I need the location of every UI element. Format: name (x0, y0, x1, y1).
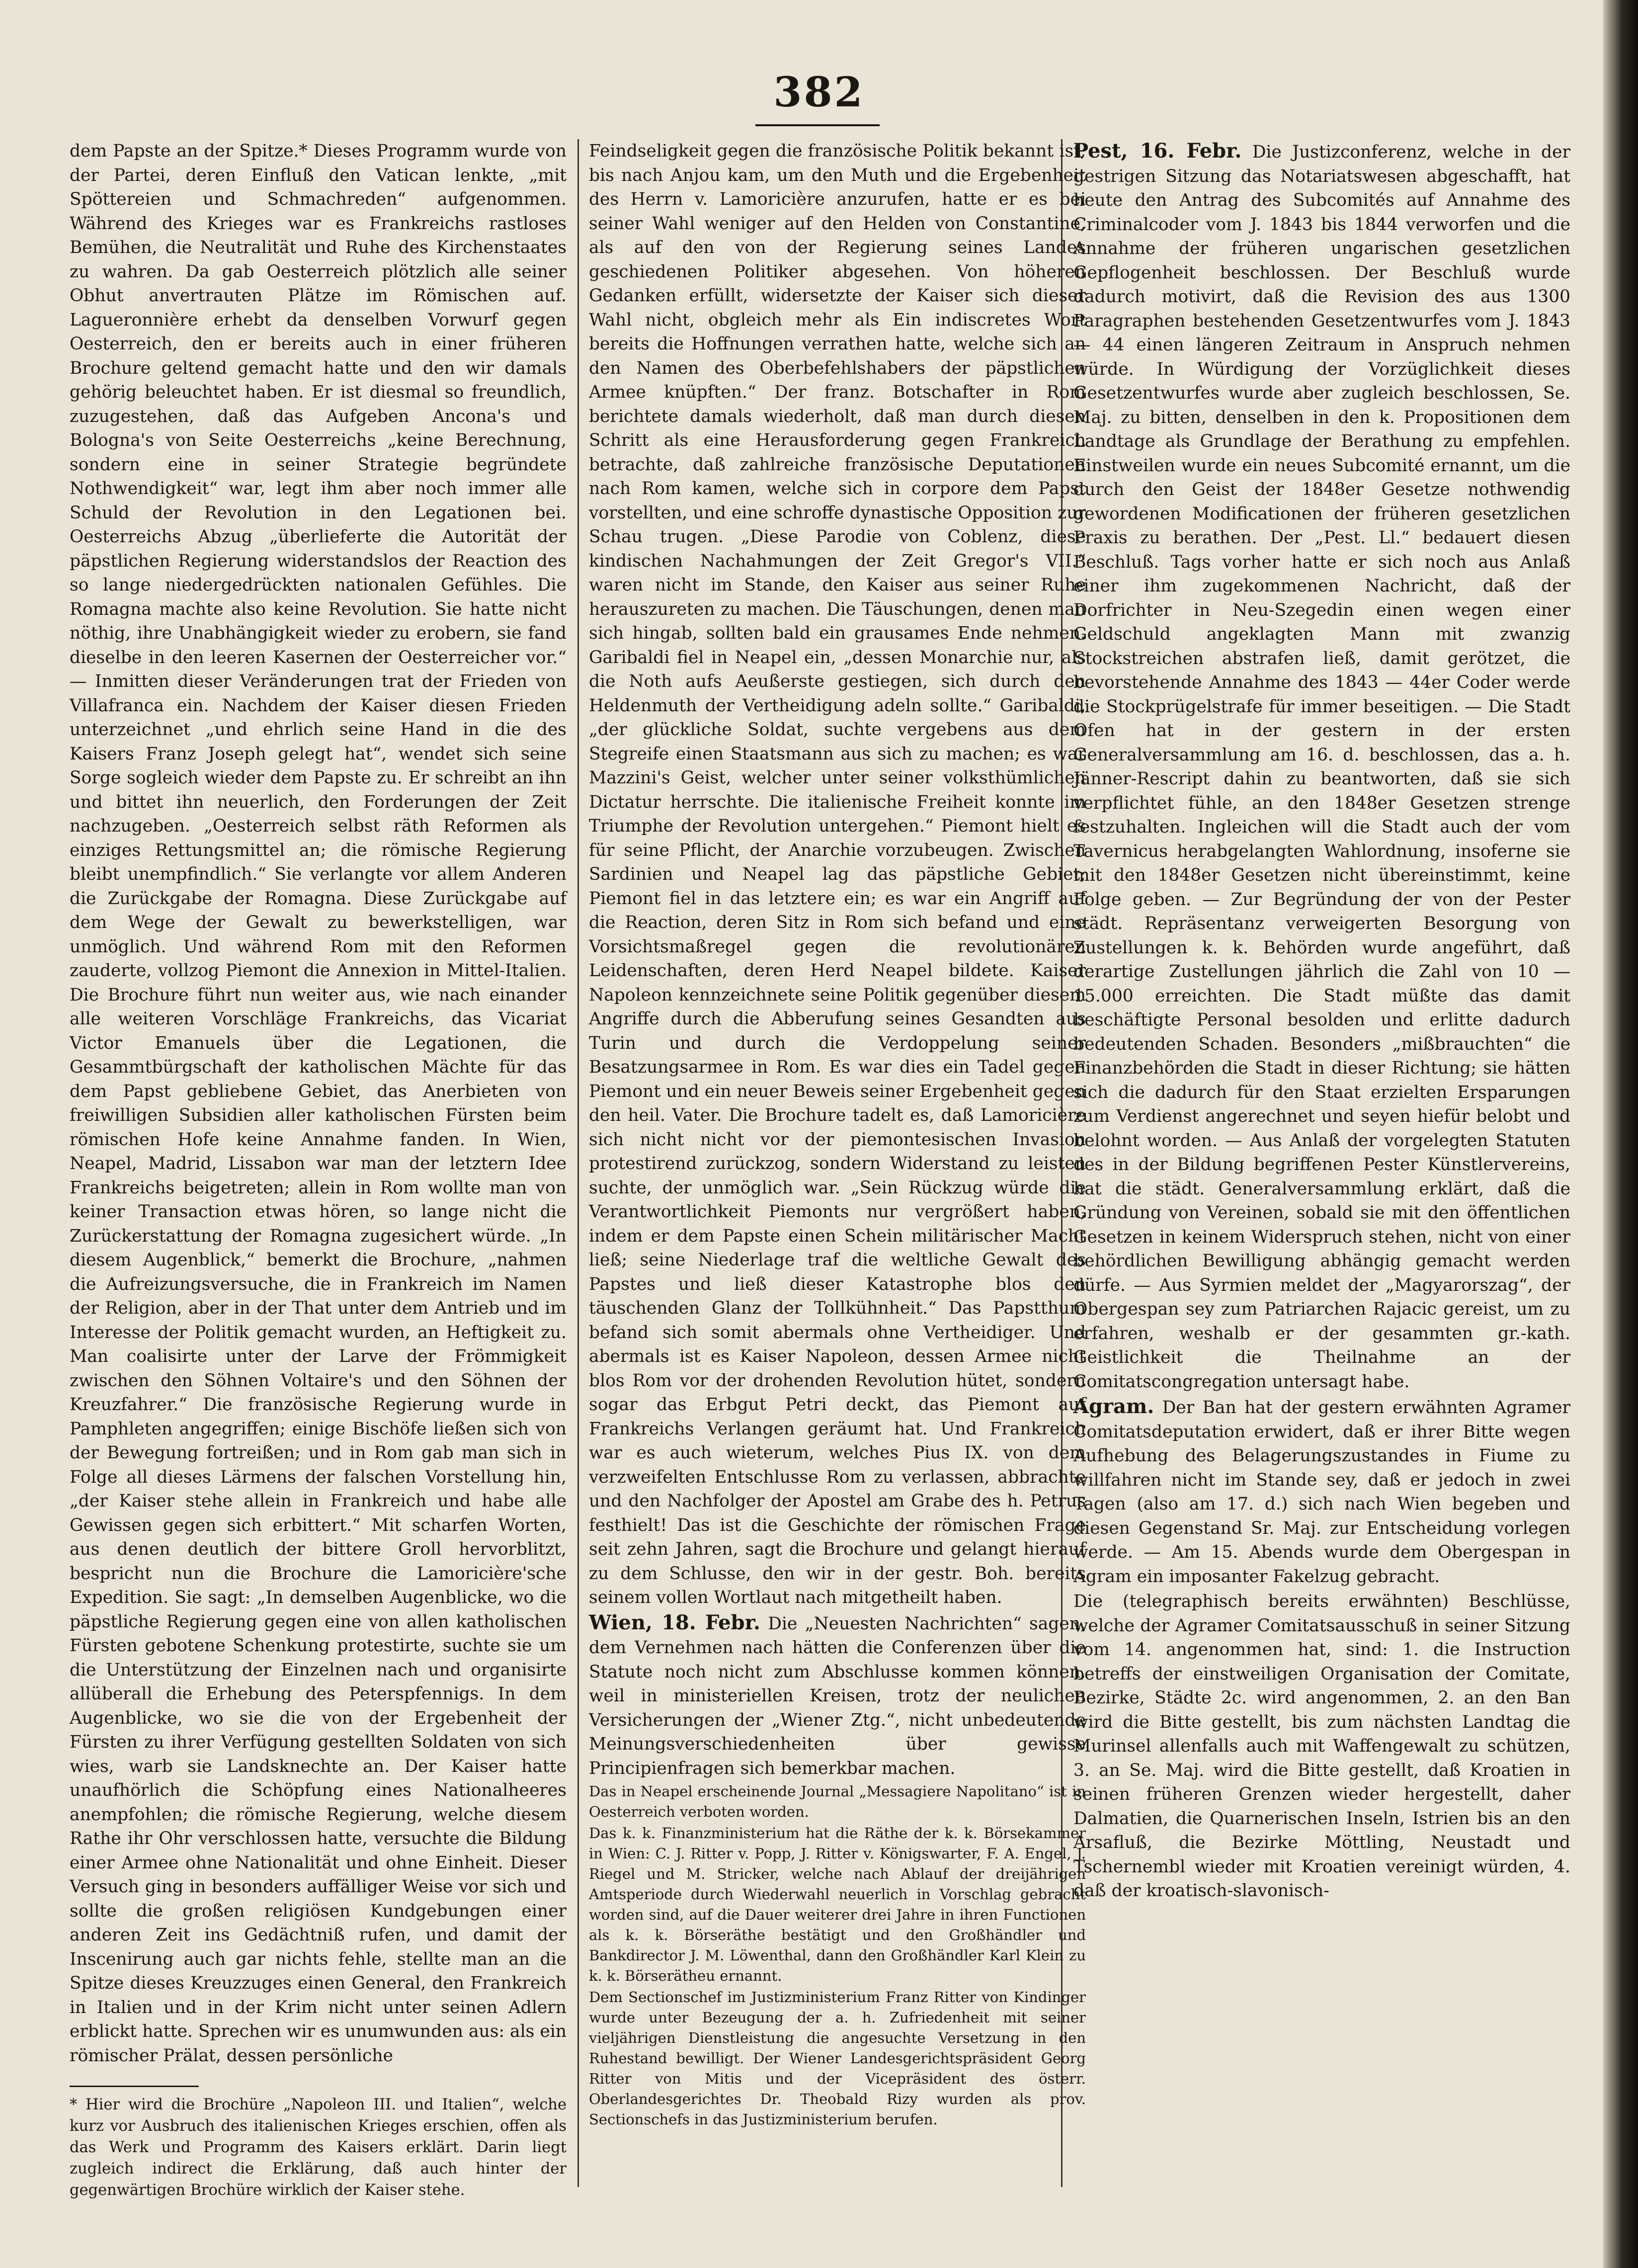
notice-text: Das k. k. Finanzministerium hat die Räthe der k. k. Börsekammer in Wien: C. J. Ritter v. Popp, J. Ritter v. Königswarter, F. A. Engel, J. Riegel und M. Stricker, welche nach Ablauf der dreijährigen Amtsperiode durch Wiederwahl neuerlich in Vorschlag gebracht worden sind, auf die Dauer weiterer drei Jahre in ihren Functionen als k. k. Börseräthe bestätigt und den Großhändler und Bankdirector J. M. Löwenthal, dann den Großhändler Karl Klein zu k. k. Börserätheu ernannt. (589, 1825, 1086, 1984)
column-1 (70, 139, 567, 2199)
dateline-pest: Pest, 16. Febr. (1073, 139, 1242, 163)
column-3 (1073, 139, 1570, 2187)
agram-report-continued: Die (telegraphisch bereits erwähnten) Beschlüsse, welche der Agramer Comitatsausschuß in seiner Sitzung vom 14. angenommen hat, sind: 1. die Instruction betreffs der einstweiligen Organisation der Comitate, Bezirke, Städte 2c. wird angenommen, 2. an den Ban wird die Bitte gestellt, bis zum nächsten Landtag die Murinsel allenfalls auch mit Waffengewalt zu schützen, 3. an Se. Maj. wird die Bitte gestellt, daß Kroatien in seinen früheren Grenzen wieder hergestellt, daher Dalmatien, die Quarnerischen Inseln, Istrien bis an den Arsafluß, die Bezirke Möttling, Neustadt und Tschernembl wieder mit Kroatien vereinigt würden, 4. daß der kroatisch-slavonisch- (1073, 1592, 1570, 1901)
column-2 (589, 139, 1086, 2187)
page-number: 382 (773, 69, 865, 116)
article-text: dem Papste an der Spitze.* Dieses Programm wurde von der Partei, deren Einfluß den Vatican lenkte, „mit Spöttereien und Schmachreden“ aufgenommen. Während des Krieges war es Frankreichs rastloses Bemühen, die Neutralität und Ruhe des Kirchenstaates zu wahren. Da gab Oesterreich plötzlich alle seiner Obhut anvertrauten Plätze im Römischen auf. Lagueronnière erhebt da denselben Vorwurf gegen Oesterreich, den er bereits auch in einer früheren Brochure geltend gemacht hatte und den wir damals gehörig beleuchtet haben. Er ist diesmal so freundlich, zuzugestehen, daß das Aufgeben Ancona's und Bologna's von Seite Oesterreichs „keine Berechnung, sondern eine in seiner Strategie begründete Nothwendigkeit“ war, legt ihm aber noch immer alle Schuld der Revolution in den Legationen bei. Oesterreichs Abzug „überlieferte die Autorität der päpstlichen Regierung widerstandslos der Reaction des so lange niedergedrückten nationalen Gefühles. Die Romagna machte also keine Revolution. Sie hatte nicht nöthig, ihre Unabhängigkeit wieder zu erobern, sie fand dieselbe in den leeren Kasernen der Oesterreicher vor.“ — Inmitten dieser Veränderungen trat der Frieden von Villafranca ein. Nachdem der Kaiser diesen Frieden unterzeichnet „und ehrlich seine Hand in die des Kaisers Franz Joseph gelegt hat“, wendet sich seine Sorge sogleich wieder dem Papste zu. Er schreibt an ihn und bittet ihn neuerlich, den Forderungen der Zeit nachzugeben. „Oesterreich selbst räth Reformen als einziges Rettungsmittel an; die römische Regierung bleibt unempfindlich.“ Sie verlangte vor allem Anderen die Zurückgabe der Romagna. Diese Zurückgabe auf dem Wege der Gewalt zu bewerkstelligen, war unmöglich. Und während Rom mit den Reformen zauderte, vollzog Piemont die Annexion in Mittel-Italien. Die Brochure führt nun weiter aus, wie nach einander alle weiteren Vorschläge Frankreichs, das Vicariat Victor Emanuels über die Legationen, die Gesammtbürgschaft der katholischen Mächte für das dem Papst gebliebene Gebiet, das Anerbieten von freiwilligen Subsidien aller katholischen Fürsten beim römischen Hofe keine Annahme fanden. In Wien, Neapel, Madrid, Lissabon war man der letztern Idee Frankreichs beigetreten; allein in Rom wollte man von keiner Transaction etwas hören, so lange nicht die Zurückerstattung der Romagna zugesichert würde. „In diesem Augenblick,“ bemerkt die Brochure, „nahmen die Aufreizungsversuche, die in Frankreich im Namen der Religion, aber in der That unter dem Antrieb und im Interesse der Politik gemacht wurden, an Heftigkeit zu. Man coalisirte unter der Larve der Frömmigkeit zwischen den Söhnen Voltaire's und den Söhnen der Kreuzfahrer.“ Die französische Regierung wurde in Pamphleten angegriffen; einige Bischöfe ließen sich von der Bewegung fortreißen; und in Rom gab man sich in Folge all dieses Lärmens der falschen Vorstellung hin, „der Kaiser stehe allein in Frankreich und habe alle Gewissen gegen sich erbittert.“ Mit scharfen Worten, aus denen deutlich der bittere Groll hervorblitzt, bespricht nun die Brochure die Lamoricière'sche Expedition. Sie sagt: „In demselben Augenblicke, wo die päpstliche Regierung gegen eine von allen katholischen Fürsten gebotene Schenkung protestirte, suchte sie um die Unterstützung der Einzelnen nach und organisirte allüberall die Erhebung des Peterspfennigs. In dem Augenblicke, wo sie die von der Ergebenheit der Fürsten zu ihrer Verfügung gestellten Soldaten von sich wies, warb sie Landsknechte an. Der Kaiser hatte unaufhörlich die Schöpfung eines Nationalheeres anempfohlen; die römische Regierung, welche diesem Rathe ihr Ohr verschlossen hatte, versuchte die Bildung einer Armee ohne Nationalität und ohne Einheit. Dieser Versuch ging in besonders auffälliger Weise vor sich und sollte die großen religiösen Kundgebungen einer anderen Zeit ins Gedächtniß rufen, und damit der Inscenirung auch gar nichts fehle, stellte man an die Spitze dieses Kreuzzuges einen General, den Frankreich in Italien und in der Krim nicht unter seinen Adlern erblickt hatte. Sprechen wir es unumwunden aus: als ein römischer Prälat, dessen persönliche (70, 141, 567, 2066)
footnote-rule (70, 2086, 199, 2087)
footnote: * Hier wird die Brochüre „Napoleon III. und Italien“, welche kurz vor Ausbruch des italienischen Krieges erschien, offen als das Werk und Programm des Kaisers erklärt. Darin liegt zugleich indirect die Erklärung, daß auch hinter der gegenwärtigen Brochüre wirklich der Kaiser stehe. (70, 2096, 567, 2199)
article-text: Feindseligkeit gegen die französische Politik bekannt ist, bis nach Anjou kam, um den Muth und die Ergebenheit des Herrn v. Lamoricière anzurufen, hatte er es bei seiner Wahl weniger auf den Helden von Constantine, als auf den von der Regierung seines Landes geschiedenen Politiker abgesehen. Von höheren Gedanken erfüllt, widersetzte der Kaiser sich dieser Wahl nicht, obgleich mehr als Ein indiscretes Wort bereits die Hoffnungen verrathen hatte, welche sich an den Namen des Oberbefehlshabers der päpstlichen Armee knüpften.“ Der franz. Botschafter in Rom berichtete damals wiederholt, daß man durch diesen Schritt als eine Herausforderung gegen Frankreich betrachte, daß zahlreiche französische Deputationen nach Rom kamen, welche sich in corpore dem Papst vorstellten, und eine schroffe dynastische Opposition zur Schau trugen. „Diese Parodie von Coblenz, diese kindischen Nachahmungen der Zeit Gregor's VII.“ waren nicht im Stande, den Kaiser aus seiner Ruhe herauszureten zu machen. Die Täuschungen, denen man sich hingab, sollten bald ein grausames Ende nehmen. Garibaldi fiel in Neapel ein, „dessen Monarchie nur, als die Noth aufs Aeußerste gestiegen, sich durch den Heldenmuth der Vertheidigung adeln sollte.“ Garibaldi, „der glückliche Soldat, suchte vergebens aus dem Stegreife einen Staatsmann aus sich zu machen; es war Mazzini's Geist, welcher unter seiner volksthümlichen Dictatur herrschte. Die italienische Freiheit konnte im Triumphe der Revolution untergehen.“ Piemont hielt es für seine Pflicht, der Anarchie vorzubeugen. Zwischen Sardinien und Neapel lag das päpstliche Gebiet; Piemont fiel in das letztere ein; es war ein Angriff auf die Reaction, deren Sitz in Rom sich befand und eine Vorsichtsmaßregel gegen die revolutionären Leidenschaften, deren Herd Neapel bildete. Kaiser Napoleon kennzeichnete seine Politik gegenüber diesem Angriffe durch die Abberufung seines Gesandten aus Turin und durch die Verdoppelung seiner Besatzungsarmee in Rom. Es war dies ein Tadel gegen Piemont und ein neuer Beweis seiner Ergebenheit gegen den heil. Vater. Die Brochure tadelt es, daß Lamoricière sich nicht nicht vor der piemontesischen Invasion protestirend zurückzog, sondern Widerstand zu leisten suchte, der unmöglich war. „Sein Rückzug würde die Verantwortlichkeit Piemonts nur vergrößert haben, indem er dem Papste einen Schein militärischer Macht ließ; seine Niederlage traf die weltliche Gewalt des Papstes und ließ dieser Katastrophe blos den täuschenden Glanz der Tollkühnheit.“ Das Papstthum befand sich somit abermals ohne Vertheidiger. Und abermals ist es Kaiser Napoleon, dessen Armee nicht blos Rom vor der drohenden Revolution hütet, sondern sogar das Erbgut Petri deckt, das Piemont auf Frankreichs Verlangen geräumt hat. Und Frankreich war es auch wieterum, welches Pius IX. von dem verzweifelten Entschlusse Rom zu verlassen, abbrachte und den Nachfolger der Apostel am Grabe des h. Petrus festhielt! Das ist die Geschichte der römischen Frage seit zehn Jahren, sagt die Brochure und gelangt hierauf zu dem Schlusse, den wir in der gestr. Boh. bereits seinem vollen Wortlaut nach mitgetheilt haben. (589, 141, 1086, 1607)
page-number-underline (755, 124, 880, 126)
wien-report (589, 1611, 1086, 1781)
notice-text: Dem Sectionschef im Justizministerium Franz Ritter von Kindinger wurde unter Bezeugung der a. h. Zufriedenheit mit seiner vieljährigen Dienstleistung die angesuchte Versetzung in den Ruhestand bewilligt. Der Wiener Landesgerichtspräsident Georg Ritter von Mitis und der Vicepräsident des österr. Oberlandesgerichtes Dr. Theobald Rizy wurden als prov. Sectionschefs in das Justizministerium berufen. (589, 1989, 1086, 2128)
agram-report-text: Der Ban hat der gestern erwähnten Agramer Comitatsdeputation erwidert, daß er ihrer Bitte wegen Aufhebung des Belagerungszustandes in Fiume zu willfahren nicht im Stande sey, daß er jedoch in zwei Tagen (also am 17. d.) sich nach Wien begeben und diesen Gegenstand Sr. Maj. zur Entscheidung vorlegen werde. — Am 15. Abends wurde dem Obergespan in Agram ein imposanter Fakelzug gebracht. (1073, 1398, 1570, 1587)
dateline-wien: Wien, 18. Febr. (589, 1610, 760, 1634)
pest-report-text: Die Justizconferenz, welche in der gestrigen Sitzung das Notariatswesen abgeschafft, hat heute den Antrag des Subcomités auf Annahme des Criminalcoder vom J. 1843 bis 1844 verworfen und die Annahme der früheren ungarischen gesetzlichen Gepflogenheit beschlossen. Der Beschluß wurde dadurch motivirt, daß die Revision des aus 1300 Paragraphen bestehenden Gesetzentwurfes vom J. 1843 — 44 einen längeren Zeitraum in Anspruch nehmen würde. In Würdigung der Vorzüglichkeit dieses Gesetzentwurfes wurde aber zugleich beschlossen, Se. Maj. zu bitten, denselben in den k. Propositionen dem Landtage als Grundlage der Berathung zu empfehlen. Einstweilen wurde ein neues Subcomité ernannt, um die durch den Geist der 1848er Gesetze nothwendig gewordenen Modificationen der früheren gesetzlichen Praxis zu berathen. Der „Pest. Ll.“ bedauert diesen Beschluß. Tags vorher hatte er sich noch aus Anlaß einer ihm zugekommenen Nachricht, daß der Dorfrichter in Neu-Szegedin einen wegen einer Geldschuld angeklagten Mann mit zwanzig Stockstreichen abstrafen ließ, damit gerötzet, die bevorstehende Annahme des 1843 — 44er Coder werde die Stockprügelstrafe für immer beseitigen. — Die Stadt Ofen hat in der gestern in der ersten Generalversammlung am 16. d. beschlossen, das a. h. Jänner-Rescript dahin zu beantworten, daß sie sich verpflichtet fühle, an den 1848er Gesetzen strenge festzuhalten. Ingleichen will die Stadt auch der vom Tavernicus herabgelangten Wahlordnung, insoferne sie mit den 1848er Gesetzen nicht übereinstimmt, keine Folge geben. — Zur Begründung der von der Pester städt. Repräsentanz verweigerten Besorgung von Zustellungen k. k. Behörden wurde angeführt, daß derartige Zustellungen jährlich die Zahl von 10 — 15.000 erreichten. Die Stadt müßte das damit beschäftigte Personal besolden und erlitte dadurch bedeutenden Schaden. Besonders „mißbrauchten“ die Finanzbehörden die Stadt in dieser Richtung; sie hätten sich die dadurch für den Staat erzielten Ersparungen zum Verdienst angerechnet und seyen hiefür belobt und belohnt worden. — Aus Anlaß der vorgelegten Statuten des in der Bildung begriffenen Pester Künstlervereins, hat die städt. Generalversammlung erklärt, daß die Gründung von Vereinen, sobald sie mit den öffentlichen Gesetzen in keinem Widerspruch stehen, nicht von einer behördlichen Bewilligung abhängig gemacht werden dürfe. — Aus Syrmien meldet der „Magyarorszag“, der Obergespan sey zum Patriarchen Rajacic gereist, um zu erfahren, weshalb er der gesammten gr.-kath. Geistlichkeit die Theilnahme an der Comitatscongregation untersagt habe. (1073, 142, 1570, 1392)
scan-edge-shadow (1603, 0, 1638, 2268)
wien-report-text: Die „Neuesten Nachrichten“ sagen, dem Vernehmen nach hätten die Conferenzen über die Statute noch nicht zum Abschlusse kommen können, weil in ministeriellen Kreisen, trotz der neulichen Versicherungen der „Wiener Ztg.“, nicht unbedeutende Meinungsverschiedenheiten über gewisse Principienfragen sich bemerkbar machen. (589, 1613, 1086, 1778)
pest-report (1073, 139, 1570, 1394)
dateline-agram: Agram. (1073, 1395, 1154, 1418)
column-rule (577, 139, 579, 2187)
agram-report (1073, 1395, 1570, 1589)
notice-text: Das in Neapel erscheinende Journal „Messagiere Napolitano“ ist in Oesterreich verboten worden. (589, 1783, 1086, 1820)
